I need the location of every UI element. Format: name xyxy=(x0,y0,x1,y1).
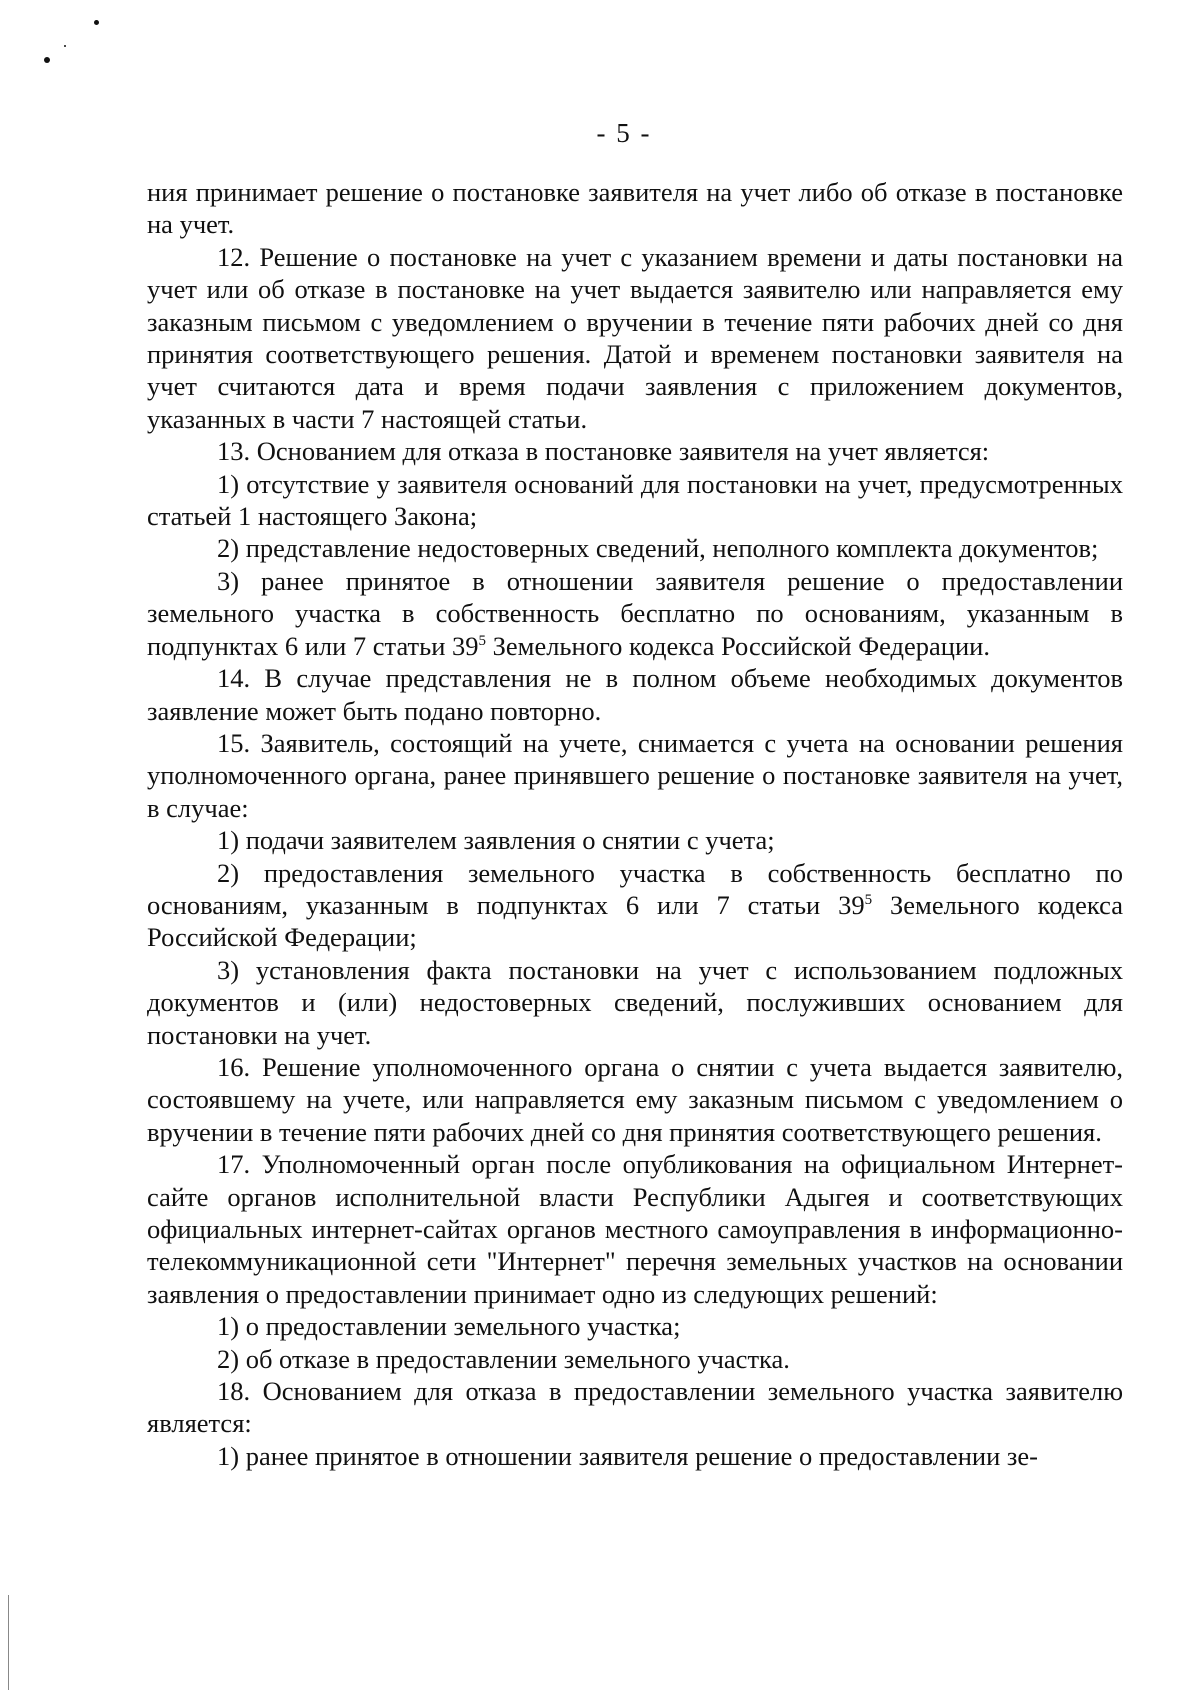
paragraph: 1) подачи заявителем заявления о снятии с учета; xyxy=(217,825,775,856)
superscript: 5 xyxy=(864,891,873,908)
scan-speck xyxy=(64,45,66,47)
paragraph: 18. Основанием для отказа в предоставлении земельного участка заявителю является: xyxy=(147,1376,1123,1439)
paragraph: ния принимает решение о постановке заявителя на учет либо об отказе в постановке на учет. xyxy=(147,177,1123,240)
page-number: - 5 - xyxy=(596,118,652,148)
paragraph: 14. В случае представления не в полном объеме необходимых документов заявление может быть подано повторно. xyxy=(147,663,1123,726)
paragraph: 1) ранее принятое в отношении заявителя решение о предоставлении зе- xyxy=(217,1440,1038,1471)
superscript: 5 xyxy=(478,632,487,649)
scan-edge-line xyxy=(8,1595,9,1690)
paragraph: 16. Решение уполномоченного органа о снятии с учета выдается заявителю, состоявшему на учете, или направляется ему заказным письмом с уведомлением о вручении в течение пяти рабочих дней со дня принятия соответствующего решения. xyxy=(147,1051,1123,1147)
paragraph: 15. Заявитель, состоящий на учете, снимается с учета на основании решения уполномоченного органа, ранее принявшего решение о постановке заявителя на учет, в случае: xyxy=(147,727,1123,823)
paragraph: 3) ранее принятое в отношении заявителя решение о предоставлении земельного участка в собственность бесплатно по основаниям, указанным в подпунктах 6 или 7 статьи $39^5$ Земельного кодекса Российской Федерации. xyxy=(147,565,1123,661)
paragraph: 1) о предоставлении земельного участка; xyxy=(217,1311,681,1342)
paragraph: 17. Уполномоченный орган после опубликования на официальном Интернет-сайте органов исполнительной власти Республики Адыгея и соответствующих официальных интернет-сайтах органов местного самоуправления в информационно-телекоммуникационной сети "Интернет" перечня земельных участков на основании заявления о предоставлении принимает одно из следующих решений: xyxy=(147,1149,1123,1309)
document-body xyxy=(147,176,1123,1472)
paragraph: 1) отсутствие у заявителя оснований для постановки на учет, предусмотренных статьей 1 настоящего Закона; xyxy=(147,468,1123,532)
paragraph: 2) предоставления земельного участка в собственность бесплатно по основаниям, указанным в подпунктах 6 или 7 статьи $39^5$ Земельного кодекса Российской Федерации; xyxy=(147,857,1123,953)
paragraph: 12. Решение о постановке на учет с указанием времени и даты постановки на учет или об отказе в постановке на учет выдается заявителю или направляется ему заказным письмом с уведомлением о вручении в течение пяти рабочих дней со дня принятия соответствующего решения. Датой и временем постановки заявителя на учет считаются дата и время подачи заявления с приложением документов, указанных в части 7 настоящей статьи. xyxy=(147,241,1123,434)
paragraph: 2) представление недостоверных сведений, неполного комплекта документов; xyxy=(217,533,1099,564)
paragraph: 2) об отказе в предоставлении земельного участка. xyxy=(217,1343,790,1374)
paragraph: 13. Основанием для отказа в постановке заявителя на учет является: xyxy=(217,436,990,467)
scan-speck xyxy=(44,57,50,63)
paragraph: 3) установления факта постановки на учет с использованием подложных документов и (или) недостоверных сведений, послуживших основанием для постановки на учет. xyxy=(147,954,1123,1050)
scan-speck xyxy=(94,20,99,25)
